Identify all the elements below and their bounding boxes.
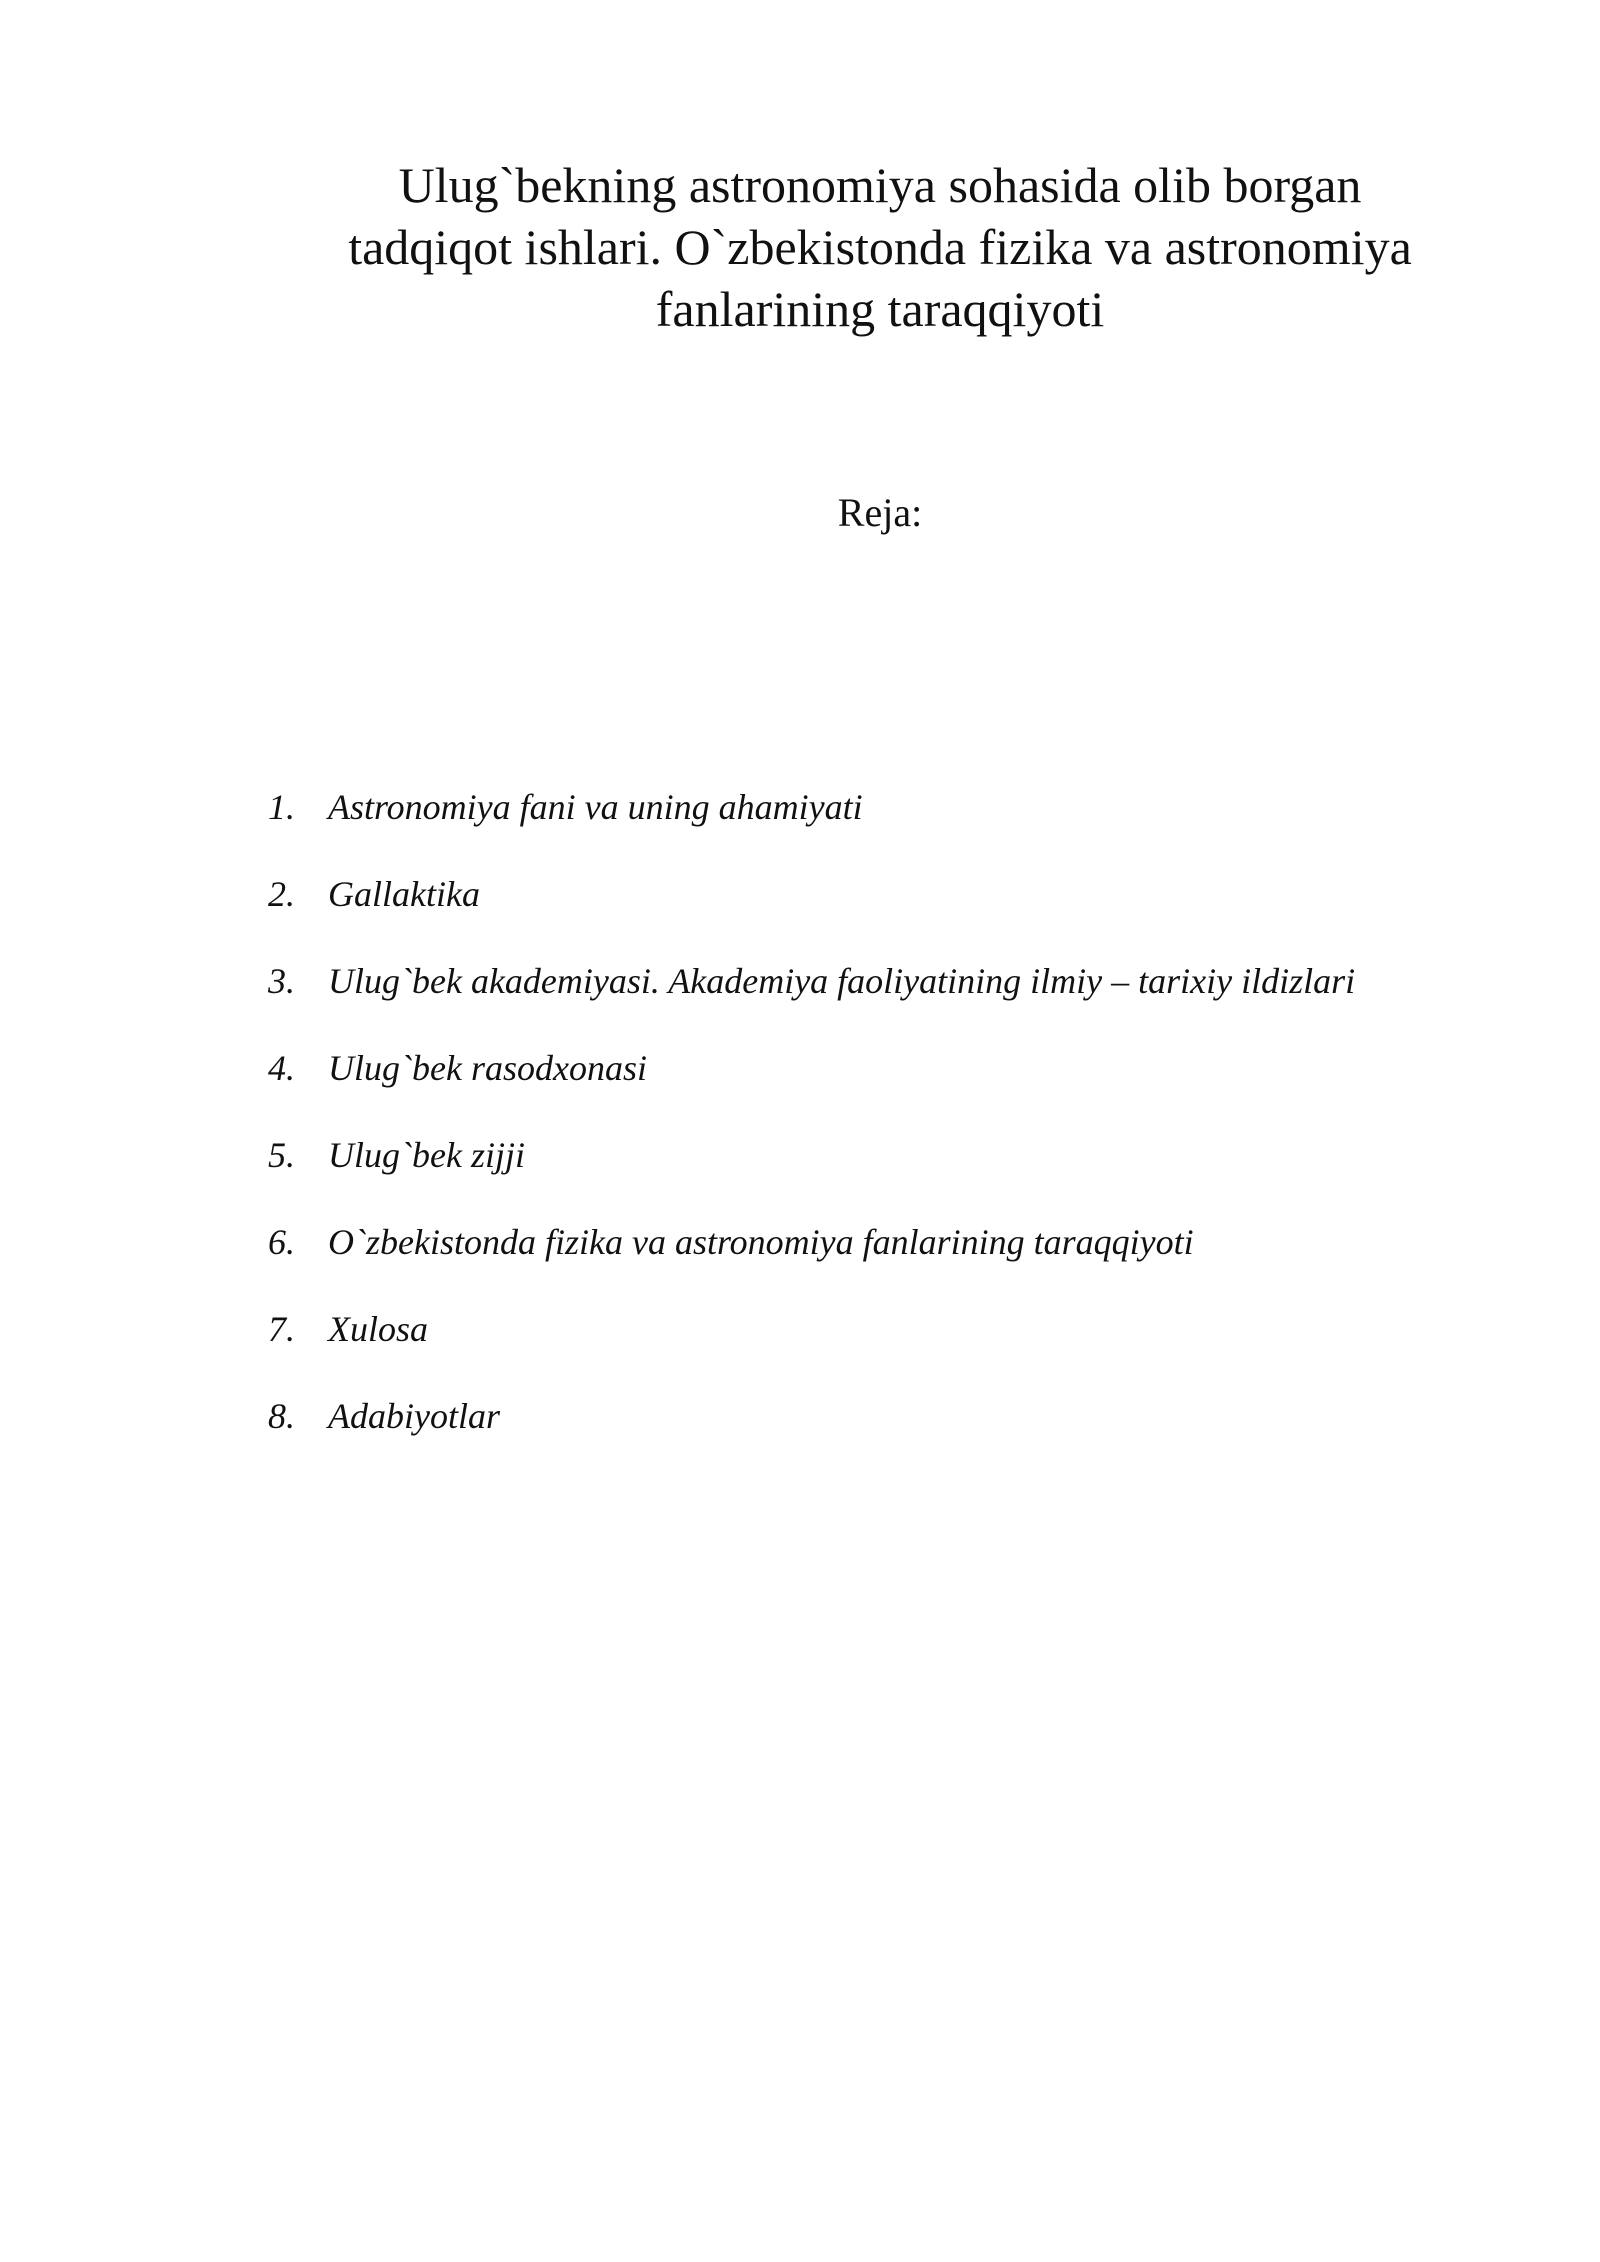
plan-item [268,784,1528,871]
plan-item-text: Xulosa [328,1309,429,1349]
plan-heading: Reja: [837,490,923,535]
plan-item [268,958,1528,1045]
plan-item [268,1045,1528,1132]
plan-item-number: 3. [268,961,295,1001]
plan-item-text: O`zbekistonda fizika va astronomiya fanlarining taraqqiyoti [328,1222,1194,1262]
plan-item-text: Ulug`bek zijji [328,1135,525,1175]
plan-item-number: 7. [268,1309,295,1349]
plan-item [268,1306,1528,1393]
plan-item-number: 6. [268,1222,295,1262]
plan-item-text: Adabiyotlar [328,1396,500,1436]
plan-item-number: 1. [268,787,295,827]
title-line: fanlarining taraqqiyoti [655,281,1105,337]
plan-item [268,1393,1528,1480]
title-line: Ulug`bekning astronomiya sohasida olib borgan [398,157,1362,213]
plan-item-text: Ulug`bek rasodxonasi [328,1048,647,1088]
plan-item [268,1219,1528,1306]
plan-list [268,784,1528,1480]
plan-item-text: Gallaktika [328,874,480,914]
document-title [280,154,1480,340]
plan-item [268,1132,1528,1219]
plan-item-number: 2. [268,874,295,914]
plan-item-number: 4. [268,1048,295,1088]
plan-item-text: Ulug`bek akademiyasi. Akademiya faoliyatining ilmiy – tarixiy ildizlari [328,961,1356,1001]
plan-item-text: Astronomiya fani va uning ahamiyati [328,787,863,827]
plan-item-number: 8. [268,1396,295,1436]
title-line: tadqiqot ishlari. O`zbekistonda fizika va astronomiya [348,219,1412,275]
plan-item [268,871,1528,958]
plan-item-number: 5. [268,1135,295,1175]
